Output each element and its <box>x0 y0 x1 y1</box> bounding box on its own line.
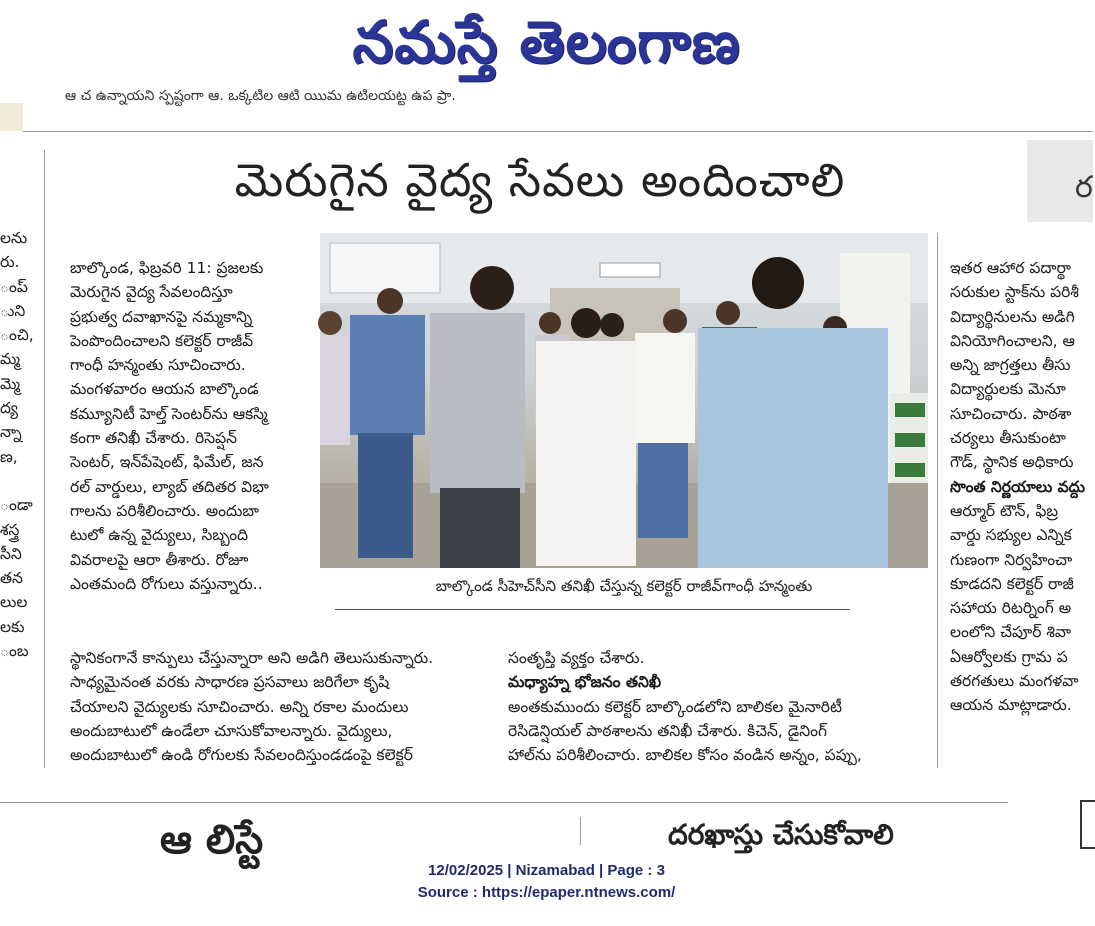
left-edge-column <box>0 226 34 663</box>
side-article-box <box>1027 140 1093 222</box>
footer-date-edition: 12/02/2025 | Nizamabad | Page : 3 <box>428 862 665 879</box>
text-line: ఆర్మూర్ టౌన్, ఫిబ్ర <box>950 501 1058 520</box>
text-line: చర్యలు తీసుకుంటా <box>950 429 1066 448</box>
text-line: స్థానికంగానే కాన్పులు చేస్తున్నారా అని అడిగి తెలుసుకున్నారు. <box>70 649 434 667</box>
text-line: గాలను పరిశీలించారు. అందుబా <box>70 501 259 520</box>
article-column-2 <box>508 646 928 767</box>
text-line: అందుబాటులో ఉండేలా చూసుకోవాలన్నారు. వైద్యులు, <box>70 721 393 740</box>
text-line: సహాయ రిటర్నింగ్ అ <box>950 599 1072 618</box>
text-line: ద్య <box>0 399 18 418</box>
text-line: లంలోని చేపూర్ శివా <box>950 623 1072 642</box>
right-article-column <box>950 256 1093 718</box>
text-line: రెసిడెన్షియల్ పాఠశాలను తనిఖీ చేశారు. కిచెన్, డైనింగ్ <box>508 721 828 740</box>
text-line: లకు <box>0 617 25 636</box>
text-line: ప్రభుత్వ దవాఖానపై నమ్మకాన్ని <box>70 307 253 326</box>
text-line: సూచించారు. పాఠశా <box>950 404 1072 423</box>
text-line: పెంపొందించాలని కలెక్టర్ రాజీవ్ <box>70 331 254 350</box>
text-line: మ్మ <box>0 350 21 369</box>
text-line: సెంటర్, ఇన్‌పేషెంట్, ఫిమేల్, జన <box>70 453 264 472</box>
bottom-left-headline: ఆ లిస్టే <box>160 817 264 863</box>
article-photo <box>320 233 928 568</box>
text-line: సొంత నిర్ణయాలు వద్దు <box>950 477 1085 496</box>
text-line: సరుకుల స్టాక్‌ను పరిశీ <box>950 283 1079 302</box>
text-line: తన <box>0 569 23 588</box>
text-line: రు. <box>0 253 20 272</box>
text-line: లను <box>0 229 28 247</box>
text-line: అందుబాటులో ఉండి రోగులకు సేవలందిస్తుండడంపై కలెక్టర్ <box>70 746 413 765</box>
photo-caption: బాల్కొండ సీహెచ్‌సీని తనిఖీ చేస్తున్న కలెక్టర్ రాజీవ్‌గాంధీ హన్మంతు <box>435 577 813 595</box>
text-line: తరగతులు మంగళవా <box>950 672 1079 691</box>
beige-tab <box>0 103 23 131</box>
left-column-divider <box>44 150 45 768</box>
bottom-divider <box>0 802 1008 803</box>
text-line: మంగళవారం ఆయన బాల్కొండ <box>70 380 259 399</box>
newspaper-masthead <box>0 0 1093 100</box>
article-column-1-continued <box>70 646 495 767</box>
text-line: మ్మె <box>0 374 21 393</box>
corner-box <box>1080 800 1095 849</box>
text-line: రల్ వార్డులు, ల్యాబ్ తదితర విభా <box>70 477 269 496</box>
cut-text-strip <box>0 88 1093 106</box>
text-line: ఆయన మాట్లాడారు. <box>950 696 1072 715</box>
text-line: బాల్కొండ, ఫిబ్రవరి 11: ప్రజలకు <box>70 259 264 277</box>
text-line <box>0 469 26 493</box>
text-line: ఇతర ఆహార పదార్థా <box>950 259 1072 277</box>
text-line: ంబ <box>0 642 29 661</box>
top-divider <box>23 131 1093 132</box>
text-line: కూడదని కలెక్టర్ రాజీ <box>950 574 1074 593</box>
bottom-column-divider <box>580 817 581 845</box>
text-line: వార్డు సభ్యుల ఎన్నిక <box>950 526 1072 545</box>
text-line: విద్యార్థులకు మెనూ <box>950 380 1066 399</box>
text-line: లుల <box>0 593 28 612</box>
text-line: హాల్‌ను పరిశీలించారు. బాలికల కోసం వండిన అన్నం, పప్పు, <box>508 746 862 765</box>
page-footer <box>0 860 1093 904</box>
text-line: గుణంగా నిర్వహించా <box>950 550 1073 569</box>
right-column-divider <box>937 233 938 768</box>
text-line: సంతృప్తి వ్యక్తం చేశారు. <box>508 649 645 667</box>
article-headline: మెరుగైన వైద్య సేవలు అందించాలి <box>234 153 846 207</box>
text-line: వినియోగించాలని, ఆ <box>950 331 1075 350</box>
text-line: ండా <box>0 496 33 515</box>
footer-source: Source : https://epaper.ntnews.com/ <box>417 884 676 901</box>
text-line: న్నా <box>0 423 22 442</box>
text-line: కమ్యూనిటీ హెల్త్ సెంటర్‌ను ఆకస్మి <box>70 404 268 423</box>
text-line: మధ్యాహ్న భోజనం తనిఖీ <box>508 673 662 692</box>
article-column-1 <box>70 256 310 596</box>
text-line: ణ, <box>0 447 18 466</box>
text-line: ంప్ <box>0 277 28 296</box>
side-box-text: ర <box>1075 170 1093 205</box>
text-line: మెరుగైన వైద్య సేవలందిస్తూ <box>70 283 233 302</box>
text-line: సాధ్యమైనంత వరకు సాధారణ ప్రసవాలు జరిగేలా కృషి <box>70 673 390 692</box>
text-line: విద్యార్థినులను అడిగి <box>950 307 1075 326</box>
cut-line-text: ఆ చ ఉన్నాయని స్పష్టంగా ఆ. ఒక్కటిల ఆటి యిుమ ఉటిలయట్ట ఉప ప్రా. <box>65 88 456 104</box>
text-line: చేయాలని వైద్యులకు సూచించారు. అన్ని రకాల మందులు <box>70 697 409 716</box>
text-line: సీని <box>0 544 22 563</box>
caption-underline <box>335 609 850 610</box>
text-line: ంచి, <box>0 326 34 345</box>
text-line: గాంధీ హన్మంతు సూచించారు. <box>70 356 246 375</box>
text-line: గౌడ్, స్థానిక అధికారు <box>950 453 1074 472</box>
bottom-right-headline: దరఖాస్తు చేసుకోవాలి <box>668 818 894 851</box>
text-line: ుని <box>0 301 26 320</box>
text-line: శస్త్ర <box>0 520 20 539</box>
text-line: అంతకుముందు కలెక్టర్ బాల్కొండలోని బాలికల మైనారిటీ <box>508 697 842 716</box>
masthead-title: నమస్తే తెలంగాణ <box>352 8 741 76</box>
photo-illustration <box>320 233 928 568</box>
text-line: ఏఆర్వోలకు గ్రామ ప <box>950 647 1068 666</box>
text-line: ఎంతమంది రోగులు వస్తున్నారు.. <box>70 574 263 593</box>
text-line: కంగా తనిఖీ చేశారు. రిసెప్షన్ <box>70 429 238 448</box>
text-line: అన్ని జాగ్రత్తలు తీసు <box>950 356 1071 375</box>
text-line: వివరాలపై ఆరా తీశారు. రోజూ <box>70 550 249 569</box>
text-line: టులో ఉన్న వైద్యులు, సిబ్బంది <box>70 526 249 545</box>
